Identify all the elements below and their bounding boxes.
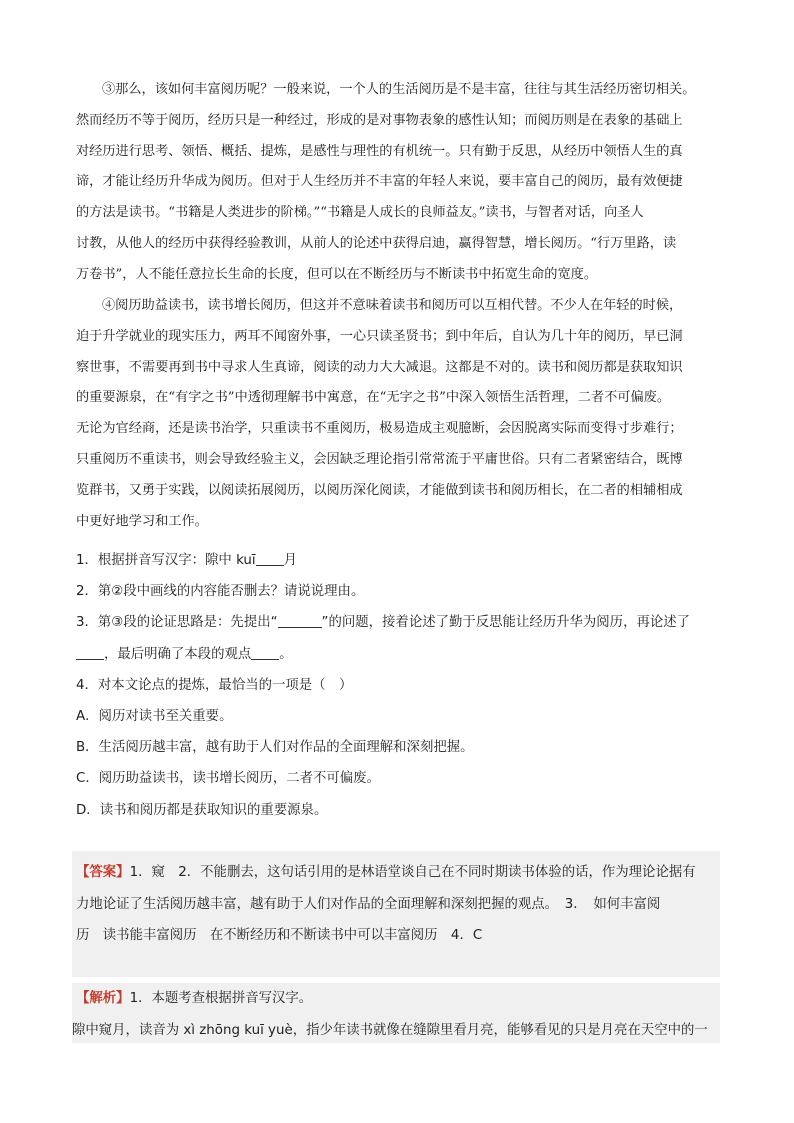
question-3-line-2: [76, 639, 720, 670]
option-d: D．读书和阅历都是获取知识的重要源泉。: [76, 802, 328, 818]
text-line: 的方法是读书。“书籍是人类进步的阶梯。”“书籍是人成长的良师益友。”读书，与智者对话，向圣人: [76, 205, 644, 221]
analysis-line: 隙中窥月，读音为 xì zhōng kuī yuè，指少年读书就像在缝隙里看月亮，能够看见的只是月亮在天空中的一: [72, 1022, 708, 1038]
question-3-text: 3．第③段的论证思路是：先提出“: [76, 615, 278, 631]
text-line: 迫于升学就业的现实压力，两耳不闻窗外事，一心只读圣贤书；到中年后，自认为几十年的阅历，早已洞: [76, 328, 683, 344]
text-line: ③那么，该如何丰富阅历呢？一般来说，一个人的生活阅历是不是丰富，往往与其生活经历密切相关。: [102, 82, 696, 97]
text-line: 无论为官经商，还是读书治学，只重读书不重阅历，极易造成主观臆断，会因脱离实际而变得寸步难行；: [76, 421, 683, 437]
text-line: 的重要源泉，在“有字之书”中透彻理解书中寓意，在“无字之书”中深入领悟生活哲理，二者不可偏废。: [76, 390, 671, 406]
text-line: ④阅历助益读书，读书增长阅历，但这并不意味着读书和阅历可以互相代替。不少人在年轻的时候，: [102, 298, 683, 313]
option-b: B．生活阅历越丰富，越有助于人们对作品的全面理解和深刻把握。: [76, 740, 474, 756]
analysis-tag: 【解析】: [76, 991, 130, 1006]
question-1-text: 1．根据拼音写汉字：隙中 kuī: [76, 553, 256, 568]
question-2: 2．第②段中画线的内容能否删去？请说说理由。: [76, 584, 365, 600]
text-line: 谛，才能让经历升华成为阅历。但对于人生经历并不丰富的年轻人来说，要丰富自己的阅历，最有效便捷: [76, 174, 683, 190]
analysis-line: [72, 983, 720, 1015]
questions: [76, 545, 720, 826]
question-1: [76, 545, 720, 576]
text-line: 览群书，又勇于实践，以阅读拓展阅历，以阅历深化阅读，才能做到读书和阅历相长，在二者的相辅相成: [76, 482, 683, 498]
question-3-mid-2: ，最后明确了本段的观点: [104, 646, 252, 662]
answer-blank: [251, 643, 279, 660]
option-a: A．阅历对读书至关重要。: [76, 708, 233, 724]
answer-text: 1．窥 2．不能删去，这句话引用的是林语堂谈自己在不同时期读书体验的话，作为理论论据有: [129, 865, 696, 880]
answer-tag: 【答案】: [76, 865, 130, 880]
text-line: 察世事，不需要再到书中寻求人生真谛，阅读的动力大大减退。这都是不对的。读书和阅历都是获取知识: [76, 359, 683, 375]
option-c: C．阅历助益读书，读书增长阅历，二者不可偏废。: [76, 771, 380, 787]
text-line: 万卷书”，人不能任意拉长生命的长度，但可以在不断经历与不断读书中拓宽生命的宽度。: [76, 266, 598, 282]
paragraph-4: [76, 291, 720, 537]
question-3-end: 。: [279, 646, 293, 662]
question-1-suffix: 月: [283, 553, 298, 568]
answer-box: [72, 851, 720, 977]
analysis-text: 1．本题考查根据拼音写汉字。: [129, 991, 313, 1006]
question-4: 4．对本文论点的提炼，最恰当的一项是（ ）: [76, 677, 353, 693]
question-3-line-1: [76, 607, 720, 638]
answer-blank: [256, 549, 284, 566]
answer-line: [72, 857, 720, 889]
paragraph-3: [76, 75, 720, 291]
answer-line: 历 读书能丰富阅历 在不断经历和不断读书中可以丰富阅历 4．C: [76, 928, 483, 943]
question-3-mid: ”的问题，接着论述了勤于反思能让经历升华为阅历，再论述了: [321, 615, 691, 631]
answer-blank: [76, 643, 104, 660]
analysis-box: [72, 983, 720, 1043]
text-line: 然而经历不等于阅历，经历只是一种经过，形成的是对事物表象的感性认知；而阅历则是在表象的基础上: [76, 112, 683, 128]
text-line: 讨教，从他人的经历中获得经验教训，从前人的论述中获得启迪，赢得智慧，增长阅历。“行万里路，读: [76, 235, 677, 251]
answer-blank: [278, 611, 322, 628]
answer-line: 力地论证了生活阅历越丰富，越有助于人们对作品的全面理解和深刻把握的观点。 3． 如何丰富阅: [76, 896, 661, 912]
text-line: 只重阅历不重读书，则会导致经验主义，会因缺乏理论指引常常流于平庸世俗。只有二者紧密结合，既博: [76, 451, 683, 467]
text-line: 对经历进行思考、领悟、概括、提炼，是感性与理性的有机统一。只有勤于反思，从经历中领悟人生的真: [76, 143, 683, 159]
text-line: 中更好地学习和工作。: [76, 513, 208, 529]
